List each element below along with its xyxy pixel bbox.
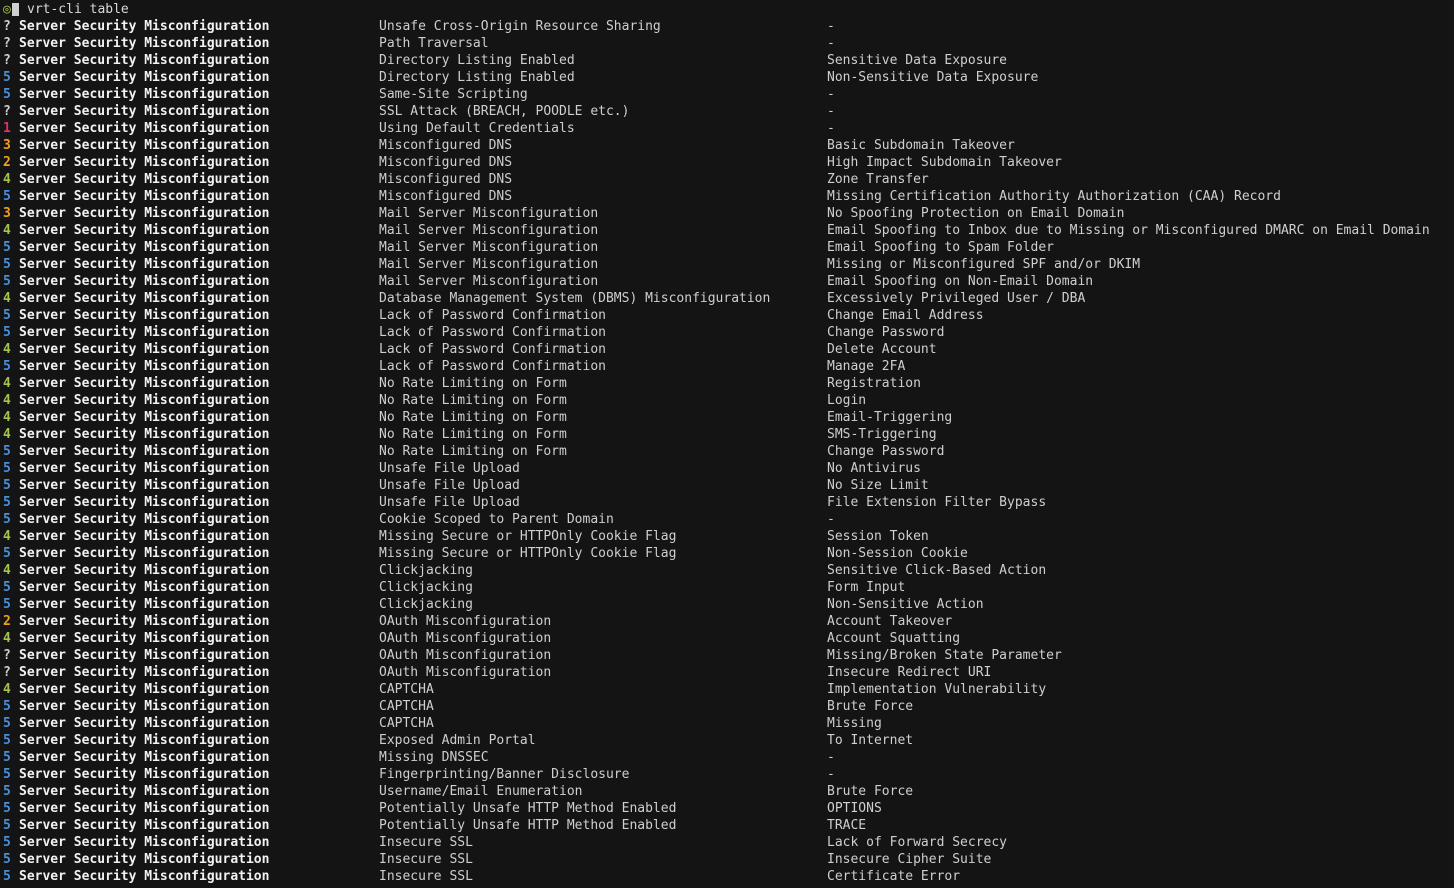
variant-cell: Email Spoofing to Inbox due to Missing or Misconfigured DMARC on Email Domain <box>827 223 1430 238</box>
subcategory-cell: CAPTCHA <box>379 682 434 697</box>
category-cell: Server Security Misconfiguration <box>19 665 270 680</box>
variant-cell: Sensitive Data Exposure <box>827 53 1008 68</box>
table-row <box>0 341 1454 358</box>
category-cell: Server Security Misconfiguration <box>19 631 270 646</box>
severity-priority: 4 <box>3 342 11 357</box>
subcategory-cell: OAuth Misconfiguration <box>379 665 552 680</box>
subcategory-cell: Unsafe Cross-Origin Resource Sharing <box>379 19 661 34</box>
category-cell: Server Security Misconfiguration <box>19 784 270 799</box>
variant-cell: Missing/Broken State Parameter <box>827 648 1062 663</box>
subcategory-cell: Lack of Password Confirmation <box>379 308 606 323</box>
category-cell: Server Security Misconfiguration <box>19 70 270 85</box>
category-cell: Server Security Misconfiguration <box>19 546 270 561</box>
category-cell: Server Security Misconfiguration <box>19 155 270 170</box>
variant-cell: - <box>827 512 835 527</box>
table-row <box>0 698 1454 715</box>
severity-priority: 2 <box>3 155 11 170</box>
category-cell: Server Security Misconfiguration <box>19 801 270 816</box>
category-cell: Server Security Misconfiguration <box>19 393 270 408</box>
category-cell: Server Security Misconfiguration <box>19 53 270 68</box>
severity-priority: ? <box>3 36 11 51</box>
subcategory-cell: Clickjacking <box>379 580 473 595</box>
severity-priority: 5 <box>3 478 11 493</box>
table-row <box>0 851 1454 868</box>
subcategory-cell: Cookie Scoped to Parent Domain <box>379 512 614 527</box>
severity-priority: 4 <box>3 291 11 306</box>
category-cell: Server Security Misconfiguration <box>19 478 270 493</box>
table-row <box>0 120 1454 137</box>
variant-cell: Missing <box>827 716 882 731</box>
subcategory-cell: Lack of Password Confirmation <box>379 359 606 374</box>
table-row <box>0 783 1454 800</box>
variant-cell: Basic Subdomain Takeover <box>827 138 1015 153</box>
table-row <box>0 69 1454 86</box>
subcategory-cell: Unsafe File Upload <box>379 478 520 493</box>
subcategory-cell: Potentially Unsafe HTTP Method Enabled <box>379 801 677 816</box>
variant-cell: Registration <box>827 376 921 391</box>
category-cell: Server Security Misconfiguration <box>19 750 270 765</box>
severity-priority: 4 <box>3 563 11 578</box>
category-cell: Server Security Misconfiguration <box>19 172 270 187</box>
subcategory-cell: No Rate Limiting on Form <box>379 376 567 391</box>
variant-cell: Email-Triggering <box>827 410 953 425</box>
variant-cell: Change Email Address <box>827 308 984 323</box>
subcategory-cell: Fingerprinting/Banner Disclosure <box>379 767 630 782</box>
table-row <box>0 460 1454 477</box>
variant-cell: File Extension Filter Bypass <box>827 495 1047 510</box>
category-cell: Server Security Misconfiguration <box>19 852 270 867</box>
variant-cell: Insecure Cipher Suite <box>827 852 992 867</box>
subcategory-cell: Mail Server Misconfiguration <box>379 206 599 221</box>
category-cell: Server Security Misconfiguration <box>19 529 270 544</box>
table-row <box>0 834 1454 851</box>
category-cell: Server Security Misconfiguration <box>19 597 270 612</box>
table-row <box>0 35 1454 52</box>
category-cell: Server Security Misconfiguration <box>19 104 270 119</box>
category-cell: Server Security Misconfiguration <box>19 274 270 289</box>
table-row <box>0 749 1454 766</box>
severity-priority: 5 <box>3 580 11 595</box>
table-row <box>0 562 1454 579</box>
subcategory-cell: SSL Attack (BREACH, POODLE etc.) <box>379 104 630 119</box>
severity-priority: ? <box>3 104 11 119</box>
variant-cell: - <box>827 87 835 102</box>
severity-priority: 2 <box>3 614 11 629</box>
category-cell: Server Security Misconfiguration <box>19 121 270 136</box>
cursor-block <box>12 3 19 16</box>
table-row <box>0 732 1454 749</box>
severity-priority: 3 <box>3 206 11 221</box>
severity-priority: 5 <box>3 818 11 833</box>
severity-priority: 5 <box>3 835 11 850</box>
table-row <box>0 477 1454 494</box>
severity-priority: ? <box>3 53 11 68</box>
table-row <box>0 664 1454 681</box>
severity-priority: 4 <box>3 376 11 391</box>
variant-cell: Email Spoofing on Non-Email Domain <box>827 274 1094 289</box>
variant-cell: SMS-Triggering <box>827 427 937 442</box>
table-row <box>0 868 1454 885</box>
variant-cell: OPTIONS <box>827 801 882 816</box>
subcategory-cell: Misconfigured DNS <box>379 155 513 170</box>
category-cell: Server Security Misconfiguration <box>19 733 270 748</box>
variant-cell: High Impact Subdomain Takeover <box>827 155 1062 170</box>
category-cell: Server Security Misconfiguration <box>19 376 270 391</box>
severity-priority: 5 <box>3 189 11 204</box>
prompt-icon: ◎ <box>3 2 11 17</box>
variant-cell: Non-Sensitive Data Exposure <box>827 70 1039 85</box>
table-row <box>0 613 1454 630</box>
category-cell: Server Security Misconfiguration <box>19 563 270 578</box>
subcategory-cell: Unsafe File Upload <box>379 495 520 510</box>
variant-cell: - <box>827 767 835 782</box>
subcategory-cell: Mail Server Misconfiguration <box>379 240 599 255</box>
variant-cell: Session Token <box>827 529 929 544</box>
severity-priority: 5 <box>3 869 11 884</box>
variant-cell: Insecure Redirect URI <box>827 665 992 680</box>
subcategory-cell: CAPTCHA <box>379 699 434 714</box>
variant-cell: Excessively Privileged User / DBA <box>827 291 1086 306</box>
variant-cell: Account Squatting <box>827 631 961 646</box>
category-cell: Server Security Misconfiguration <box>19 189 270 204</box>
subcategory-cell: Using Default Credentials <box>379 121 575 136</box>
variant-cell: No Size Limit <box>827 478 929 493</box>
severity-priority: 3 <box>3 138 11 153</box>
category-cell: Server Security Misconfiguration <box>19 461 270 476</box>
category-cell: Server Security Misconfiguration <box>19 818 270 833</box>
subcategory-cell: Mail Server Misconfiguration <box>379 223 599 238</box>
subcategory-cell: OAuth Misconfiguration <box>379 631 552 646</box>
category-cell: Server Security Misconfiguration <box>19 495 270 510</box>
vrt-table <box>0 18 1454 885</box>
table-row <box>0 817 1454 834</box>
subcategory-cell: Misconfigured DNS <box>379 138 513 153</box>
variant-cell: TRACE <box>827 818 867 833</box>
category-cell: Server Security Misconfiguration <box>19 257 270 272</box>
severity-priority: 5 <box>3 597 11 612</box>
category-cell: Server Security Misconfiguration <box>19 682 270 697</box>
table-row <box>0 681 1454 698</box>
table-row <box>0 409 1454 426</box>
category-cell: Server Security Misconfiguration <box>19 699 270 714</box>
subcategory-cell: Missing Secure or HTTPOnly Cookie Flag <box>379 529 677 544</box>
subcategory-cell: Directory Listing Enabled <box>379 70 575 85</box>
subcategory-cell: Same-Site Scripting <box>379 87 528 102</box>
severity-priority: ? <box>3 648 11 663</box>
category-cell: Server Security Misconfiguration <box>19 19 270 34</box>
variant-cell: Non-Session Cookie <box>827 546 968 561</box>
severity-priority: 5 <box>3 325 11 340</box>
category-cell: Server Security Misconfiguration <box>19 648 270 663</box>
category-cell: Server Security Misconfiguration <box>19 512 270 527</box>
table-row <box>0 239 1454 256</box>
severity-priority: 4 <box>3 529 11 544</box>
table-row <box>0 205 1454 222</box>
severity-priority: 5 <box>3 852 11 867</box>
category-cell: Server Security Misconfiguration <box>19 308 270 323</box>
severity-priority: 5 <box>3 801 11 816</box>
severity-priority: 5 <box>3 716 11 731</box>
table-row <box>0 392 1454 409</box>
category-cell: Server Security Misconfiguration <box>19 359 270 374</box>
severity-priority: 4 <box>3 223 11 238</box>
table-row <box>0 86 1454 103</box>
subcategory-cell: No Rate Limiting on Form <box>379 444 567 459</box>
table-row <box>0 307 1454 324</box>
table-row <box>0 630 1454 647</box>
severity-priority: 5 <box>3 257 11 272</box>
table-row <box>0 52 1454 69</box>
variant-cell: No Antivirus <box>827 461 921 476</box>
table-row <box>0 715 1454 732</box>
severity-priority: 5 <box>3 240 11 255</box>
variant-cell: Brute Force <box>827 699 914 714</box>
variant-cell: Form Input <box>827 580 906 595</box>
variant-cell: Certificate Error <box>827 869 961 884</box>
table-row <box>0 766 1454 783</box>
variant-cell: To Internet <box>827 733 914 748</box>
variant-cell: Manage 2FA <box>827 359 906 374</box>
severity-priority: 4 <box>3 172 11 187</box>
variant-cell: Implementation Vulnerability <box>827 682 1047 697</box>
table-row <box>0 154 1454 171</box>
severity-priority: 5 <box>3 87 11 102</box>
table-row <box>0 324 1454 341</box>
severity-priority: 5 <box>3 512 11 527</box>
subcategory-cell: Lack of Password Confirmation <box>379 325 606 340</box>
category-cell: Server Security Misconfiguration <box>19 869 270 884</box>
category-cell: Server Security Misconfiguration <box>19 206 270 221</box>
severity-priority: 4 <box>3 393 11 408</box>
severity-priority: 5 <box>3 750 11 765</box>
variant-cell: Lack of Forward Secrecy <box>827 835 1008 850</box>
severity-priority: 5 <box>3 308 11 323</box>
table-row <box>0 375 1454 392</box>
category-cell: Server Security Misconfiguration <box>19 138 270 153</box>
category-cell: Server Security Misconfiguration <box>19 427 270 442</box>
severity-priority: 4 <box>3 631 11 646</box>
category-cell: Server Security Misconfiguration <box>19 291 270 306</box>
subcategory-cell: Misconfigured DNS <box>379 189 513 204</box>
subcategory-cell: OAuth Misconfiguration <box>379 614 552 629</box>
table-row <box>0 528 1454 545</box>
variant-cell: Email Spoofing to Spam Folder <box>827 240 1054 255</box>
variant-cell: Change Password <box>827 325 945 340</box>
severity-priority: 5 <box>3 359 11 374</box>
severity-priority: 5 <box>3 767 11 782</box>
table-row <box>0 273 1454 290</box>
variant-cell: - <box>827 121 835 136</box>
table-row <box>0 222 1454 239</box>
severity-priority: 5 <box>3 70 11 85</box>
subcategory-cell: No Rate Limiting on Form <box>379 410 567 425</box>
severity-priority: 5 <box>3 461 11 476</box>
variant-cell: - <box>827 104 835 119</box>
subcategory-cell: Insecure SSL <box>379 869 473 884</box>
subcategory-cell: Mail Server Misconfiguration <box>379 257 599 272</box>
subcategory-cell: CAPTCHA <box>379 716 434 731</box>
subcategory-cell: Clickjacking <box>379 597 473 612</box>
category-cell: Server Security Misconfiguration <box>19 36 270 51</box>
variant-cell: Missing or Misconfigured SPF and/or DKIM <box>827 257 1141 272</box>
table-row <box>0 18 1454 35</box>
subcategory-cell: Clickjacking <box>379 563 473 578</box>
subcategory-cell: Exposed Admin Portal <box>379 733 536 748</box>
table-row <box>0 545 1454 562</box>
variant-cell: Login <box>827 393 867 408</box>
severity-priority: 1 <box>3 121 11 136</box>
variant-cell: Delete Account <box>827 342 937 357</box>
table-row <box>0 256 1454 273</box>
table-row <box>0 647 1454 664</box>
subcategory-cell: Directory Listing Enabled <box>379 53 575 68</box>
subcategory-cell: Mail Server Misconfiguration <box>379 274 599 289</box>
subcategory-cell: Path Traversal <box>379 36 489 51</box>
subcategory-cell: Database Management System (DBMS) Misconfiguration <box>379 291 771 306</box>
table-row <box>0 171 1454 188</box>
command-text: vrt-cli table <box>27 2 129 17</box>
prompt-line <box>0 1 1454 18</box>
category-cell: Server Security Misconfiguration <box>19 614 270 629</box>
category-cell: Server Security Misconfiguration <box>19 342 270 357</box>
severity-priority: ? <box>3 19 11 34</box>
variant-cell: Missing Certification Authority Authorization (CAA) Record <box>827 189 1281 204</box>
category-cell: Server Security Misconfiguration <box>19 716 270 731</box>
table-row <box>0 596 1454 613</box>
table-row <box>0 137 1454 154</box>
severity-priority: 4 <box>3 410 11 425</box>
severity-priority: 5 <box>3 274 11 289</box>
category-cell: Server Security Misconfiguration <box>19 240 270 255</box>
category-cell: Server Security Misconfiguration <box>19 580 270 595</box>
variant-cell: Zone Transfer <box>827 172 929 187</box>
table-row <box>0 103 1454 120</box>
severity-priority: 5 <box>3 733 11 748</box>
category-cell: Server Security Misconfiguration <box>19 223 270 238</box>
subcategory-cell: Potentially Unsafe HTTP Method Enabled <box>379 818 677 833</box>
variant-cell: - <box>827 36 835 51</box>
table-row <box>0 800 1454 817</box>
subcategory-cell: Misconfigured DNS <box>379 172 513 187</box>
variant-cell: - <box>827 750 835 765</box>
table-row <box>0 188 1454 205</box>
severity-priority: 5 <box>3 495 11 510</box>
variant-cell: Brute Force <box>827 784 914 799</box>
category-cell: Server Security Misconfiguration <box>19 325 270 340</box>
category-cell: Server Security Misconfiguration <box>19 410 270 425</box>
subcategory-cell: No Rate Limiting on Form <box>379 393 567 408</box>
table-row <box>0 358 1454 375</box>
subcategory-cell: OAuth Misconfiguration <box>379 648 552 663</box>
category-cell: Server Security Misconfiguration <box>19 767 270 782</box>
variant-cell: - <box>827 19 835 34</box>
severity-priority: ? <box>3 665 11 680</box>
severity-priority: 4 <box>3 427 11 442</box>
table-row <box>0 290 1454 307</box>
subcategory-cell: Insecure SSL <box>379 852 473 867</box>
severity-priority: 5 <box>3 699 11 714</box>
severity-priority: 5 <box>3 784 11 799</box>
severity-priority: 5 <box>3 444 11 459</box>
severity-priority: 4 <box>3 682 11 697</box>
variant-cell: Account Takeover <box>827 614 953 629</box>
table-row <box>0 426 1454 443</box>
subcategory-cell: Unsafe File Upload <box>379 461 520 476</box>
variant-cell: Sensitive Click-Based Action <box>827 563 1047 578</box>
subcategory-cell: Username/Email Enumeration <box>379 784 583 799</box>
subcategory-cell: Insecure SSL <box>379 835 473 850</box>
category-cell: Server Security Misconfiguration <box>19 87 270 102</box>
category-cell: Server Security Misconfiguration <box>19 835 270 850</box>
table-row <box>0 443 1454 460</box>
severity-priority: 5 <box>3 546 11 561</box>
subcategory-cell: No Rate Limiting on Form <box>379 427 567 442</box>
subcategory-cell: Missing DNSSEC <box>379 750 489 765</box>
variant-cell: Change Password <box>827 444 945 459</box>
table-row <box>0 579 1454 596</box>
subcategory-cell: Missing Secure or HTTPOnly Cookie Flag <box>379 546 677 561</box>
subcategory-cell: Lack of Password Confirmation <box>379 342 606 357</box>
category-cell: Server Security Misconfiguration <box>19 444 270 459</box>
table-row <box>0 511 1454 528</box>
variant-cell: Non-Sensitive Action <box>827 597 984 612</box>
variant-cell: No Spoofing Protection on Email Domain <box>827 206 1125 221</box>
table-row <box>0 494 1454 511</box>
